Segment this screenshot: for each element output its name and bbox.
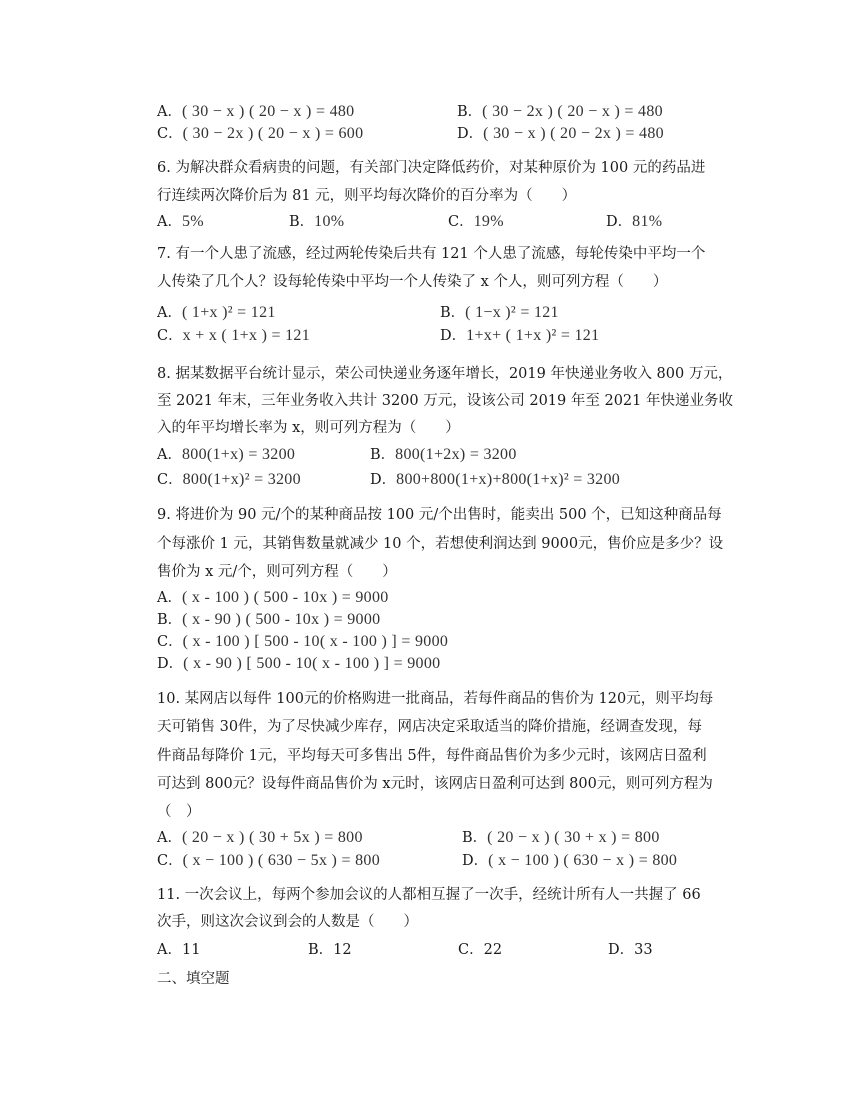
option-expression: 12 <box>333 942 352 958</box>
q10-option-d[interactable] <box>462 851 677 871</box>
option-expression: ( 20 − x ) ( 30 + x ) = 800 <box>487 829 660 846</box>
option-letter: D． <box>608 942 635 958</box>
option-letter: C． <box>157 634 183 650</box>
option-letter: C． <box>157 126 183 142</box>
q5-option-d[interactable] <box>457 124 664 144</box>
option-expression: ( 30 − x ) ( 20 − x ) = 480 <box>181 103 355 120</box>
q5-option-a[interactable] <box>157 102 354 122</box>
q10-text-line-4: 可达到 800元？设每件商品售价为 x元时，该网店日盈利可达到 800元，则可列方程为 <box>157 776 713 792</box>
q11-text-line-1: 11. 一次会议上，每两个参加会议的人都相互握了一次手，经统计所有人一共握了 66 <box>157 887 701 903</box>
q8-option-d[interactable] <box>370 470 620 490</box>
section-heading-fill-in: 二、填空题 <box>157 971 230 987</box>
q10-option-b[interactable] <box>462 828 660 848</box>
option-expression: ( x − 100 ) ( 630 − x ) = 800 <box>488 852 678 869</box>
option-letter: B． <box>289 214 315 230</box>
option-expression: ( x - 90 ) [ 500 - 10( x - 100 ) ] = 9000 <box>183 655 441 672</box>
q11-option-b[interactable] <box>308 940 352 960</box>
q10-option-a[interactable] <box>157 828 363 848</box>
option-expression: ( 1−x )² = 121 <box>465 304 559 321</box>
q7-option-a[interactable] <box>157 303 276 323</box>
option-letter: D． <box>370 472 397 488</box>
option-letter: D． <box>157 656 184 672</box>
q8-option-a[interactable] <box>157 445 295 465</box>
option-letter: B． <box>308 942 334 958</box>
option-letter: D． <box>457 126 484 142</box>
q6-option-a[interactable] <box>157 212 204 232</box>
q8-option-b[interactable] <box>370 445 517 465</box>
q7-text-line-2: 人传染了几个人？设每轮传染中平均一个人传染了 x 个人，则可列方程（ ） <box>157 274 668 290</box>
q5-option-b[interactable] <box>457 102 663 122</box>
q7-option-b[interactable] <box>440 303 559 323</box>
q9-text-line-3: 售价为 x 元/个，则可列方程（ ） <box>157 564 397 580</box>
option-letter: D． <box>462 853 489 869</box>
option-expression: 5% <box>181 213 204 230</box>
option-expression: 800(1+x)² = 3200 <box>182 471 301 488</box>
option-expression: ( x - 90 ) ( 500 - 10x ) = 9000 <box>182 611 381 628</box>
q10-text-line-2: 天可销售 30件，为了尽快减少库存，网店决定采取适当的降价措施，经调查发现，每 <box>157 719 703 735</box>
option-letter: C． <box>157 853 183 869</box>
option-letter: A． <box>157 590 182 606</box>
q10-text-line-5: （ ） <box>157 804 201 820</box>
option-expression: ( 30 − 2x ) ( 20 − x ) = 600 <box>182 125 364 142</box>
option-letter: A． <box>157 942 182 958</box>
option-expression: ( 20 − x ) ( 30 + 5x ) = 800 <box>181 829 363 846</box>
q6-option-c[interactable] <box>448 212 504 232</box>
option-expression: 22 <box>483 942 503 958</box>
q11-option-a[interactable] <box>157 940 200 960</box>
q7-text-line-1: 7. 有一个人患了流感，经过两轮传染后共有 121 个人患了流感，每轮传染中平均一个 <box>157 246 706 262</box>
q9-text-line-1: 9. 将进价为 90 元/个的某种商品按 100 元/个出售时，能卖出 500 个，已知这种商品每 <box>157 507 722 523</box>
q11-option-c[interactable] <box>458 940 502 960</box>
option-letter: D． <box>440 328 467 344</box>
option-letter: A． <box>157 447 182 463</box>
option-letter: C． <box>448 214 474 230</box>
option-letter: C． <box>157 328 183 344</box>
option-expression: 11 <box>181 942 201 958</box>
option-expression: 1+x+ ( 1+x )² = 121 <box>466 327 600 344</box>
option-expression: 800(1+2x) = 3200 <box>395 446 517 463</box>
option-letter: A． <box>157 830 182 846</box>
q5-option-c[interactable] <box>157 124 363 144</box>
q6-text-line-2: 行连续两次降价后为 81 元，则平均每次降价的百分率为（ ） <box>157 188 577 204</box>
option-letter: A． <box>157 214 182 230</box>
q6-option-d[interactable] <box>606 212 662 232</box>
option-letter: B． <box>370 447 396 463</box>
q9-option-a[interactable] <box>157 588 389 608</box>
option-expression: ( x - 100 ) ( 500 - 10x ) = 9000 <box>181 589 389 606</box>
option-expression: 81% <box>632 213 663 230</box>
q9-option-d[interactable] <box>157 654 440 674</box>
option-letter: D． <box>606 214 633 230</box>
option-expression: 10% <box>314 213 345 230</box>
option-expression: ( x - 100 ) [ 500 - 10( x - 100 ) ] = 9000 <box>182 633 449 650</box>
q8-text-line-3: 入的年平均增长率为 x，则可列方程为（ ） <box>157 420 460 436</box>
q11-option-d[interactable] <box>608 940 653 960</box>
option-expression: ( 30 − x ) ( 20 − 2x ) = 480 <box>483 125 664 142</box>
q8-text-line-1: 8. 据某数据平台统计显示，荣公司快递业务逐年增长，2019 年快递业务收入 800 万元， <box>157 366 733 382</box>
q7-option-d[interactable] <box>440 326 599 346</box>
option-expression: x + x ( 1+x ) = 121 <box>182 327 311 344</box>
option-letter: B． <box>440 305 466 321</box>
option-expression: ( 1+x )² = 121 <box>181 304 276 321</box>
option-expression: ( x − 100 ) ( 630 − 5x ) = 800 <box>182 852 380 869</box>
q6-text-line-1: 6. 为解决群众看病贵的问题，有关部门决定降低药价，对某种原价为 100 元的药品进 <box>157 160 706 176</box>
q10-text-line-1: 10. 某网店以每件 100元的价格购进一批商品，若每件商品的售价为 120元，则平均每 <box>157 691 714 707</box>
q9-option-b[interactable] <box>157 610 380 630</box>
option-letter: A． <box>157 305 182 321</box>
option-expression: 800+800(1+x)+800(1+x)² = 3200 <box>396 471 621 488</box>
q6-option-b[interactable] <box>289 212 344 232</box>
q9-text-line-2: 个每涨价 1 元，其销售数量就减少 10 个，若想使利润达到 9000元，售价应是多少？设 <box>157 536 724 552</box>
option-expression: 33 <box>634 942 653 958</box>
option-letter: B． <box>457 104 483 120</box>
q7-option-c[interactable] <box>157 326 310 346</box>
option-letter: C． <box>157 472 183 488</box>
q8-text-line-2: 至 2021 年末，三年业务收入共计 3200 万元，设该公司 2019 年至 2021 年快递业务收 <box>157 393 733 409</box>
option-letter: A． <box>157 104 182 120</box>
option-expression: 800(1+x) = 3200 <box>181 446 296 463</box>
q10-text-line-3: 件商品每降价 1元，平均每天可多售出 5件，每件商品售价为多少元时，该网店日盈利 <box>157 748 707 764</box>
option-letter: B． <box>462 830 488 846</box>
option-letter: C． <box>458 942 484 958</box>
q10-option-c[interactable] <box>157 851 380 871</box>
q11-text-line-2: 次手，则这次会议到会的人数是（ ） <box>157 914 418 930</box>
q9-option-c[interactable] <box>157 632 448 652</box>
q8-option-c[interactable] <box>157 470 301 490</box>
option-expression: ( 30 − 2x ) ( 20 − x ) = 480 <box>482 103 663 120</box>
option-expression: 19% <box>473 213 504 230</box>
option-letter: B． <box>157 612 183 628</box>
